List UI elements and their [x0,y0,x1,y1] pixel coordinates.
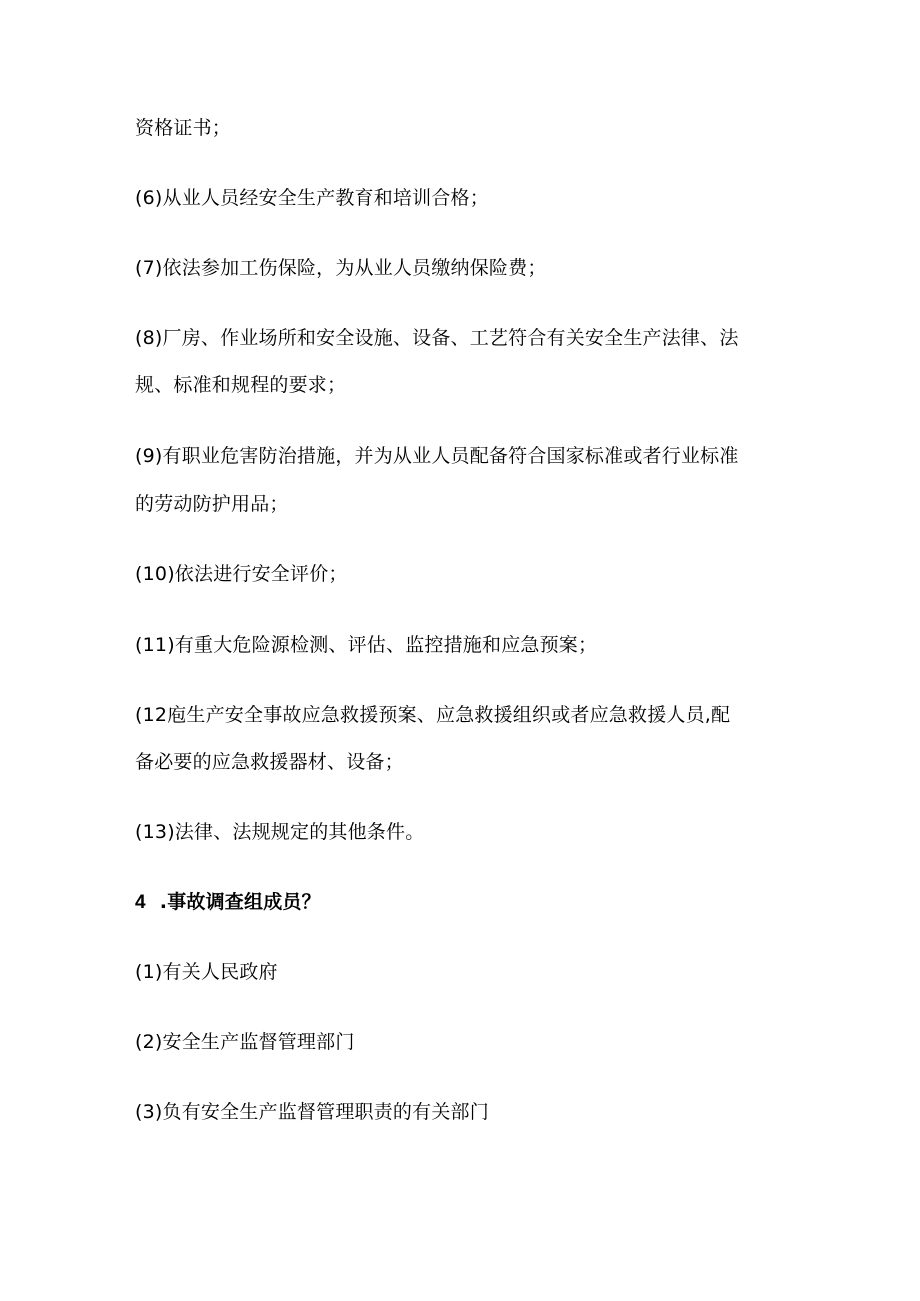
text-line: (7)依法参加工伤保险，为从业人员缴纳保险费； [135,257,547,279]
text-line: 资格证书； [135,117,232,139]
text-line: 规、标准和规程的要求； [135,374,347,396]
text-line: (10)依法进行安全评价； [135,563,348,585]
section-title: .事故调查组成员？ [159,891,321,913]
text-line: (11)有重大危险源检测、评估、监控措施和应急预案； [135,634,598,656]
text-line: (9)有职业危害防治措施，并为从业人员配备符合国家标准或者行业标准 [135,445,739,467]
text-line: (8)厂房、作业场所和安全设施、设备、工艺符合有关安全生产法律、法 [135,327,739,349]
text-line: 备必要的应急救援器材、设备； [135,751,404,773]
list-item: (3)负有安全生产监督管理职责的有关部门 [135,1101,489,1123]
text-line: (13)法律、法规规定的其他条件。 [135,821,425,843]
text-line: (6)从业人员经安全生产教育和培训合格； [135,187,489,209]
section-number: 4 [135,892,146,913]
section-heading [135,890,785,915]
list-item: (2)安全生产监督管理部门 [135,1031,355,1053]
list-item: (1)有关人民政府 [135,961,278,983]
text-line: 的劳动防护用品； [135,493,289,515]
text-line: (12庖生产安全事故应急救援预案、应急救援组织或者应急救援人员,配 [135,704,731,726]
